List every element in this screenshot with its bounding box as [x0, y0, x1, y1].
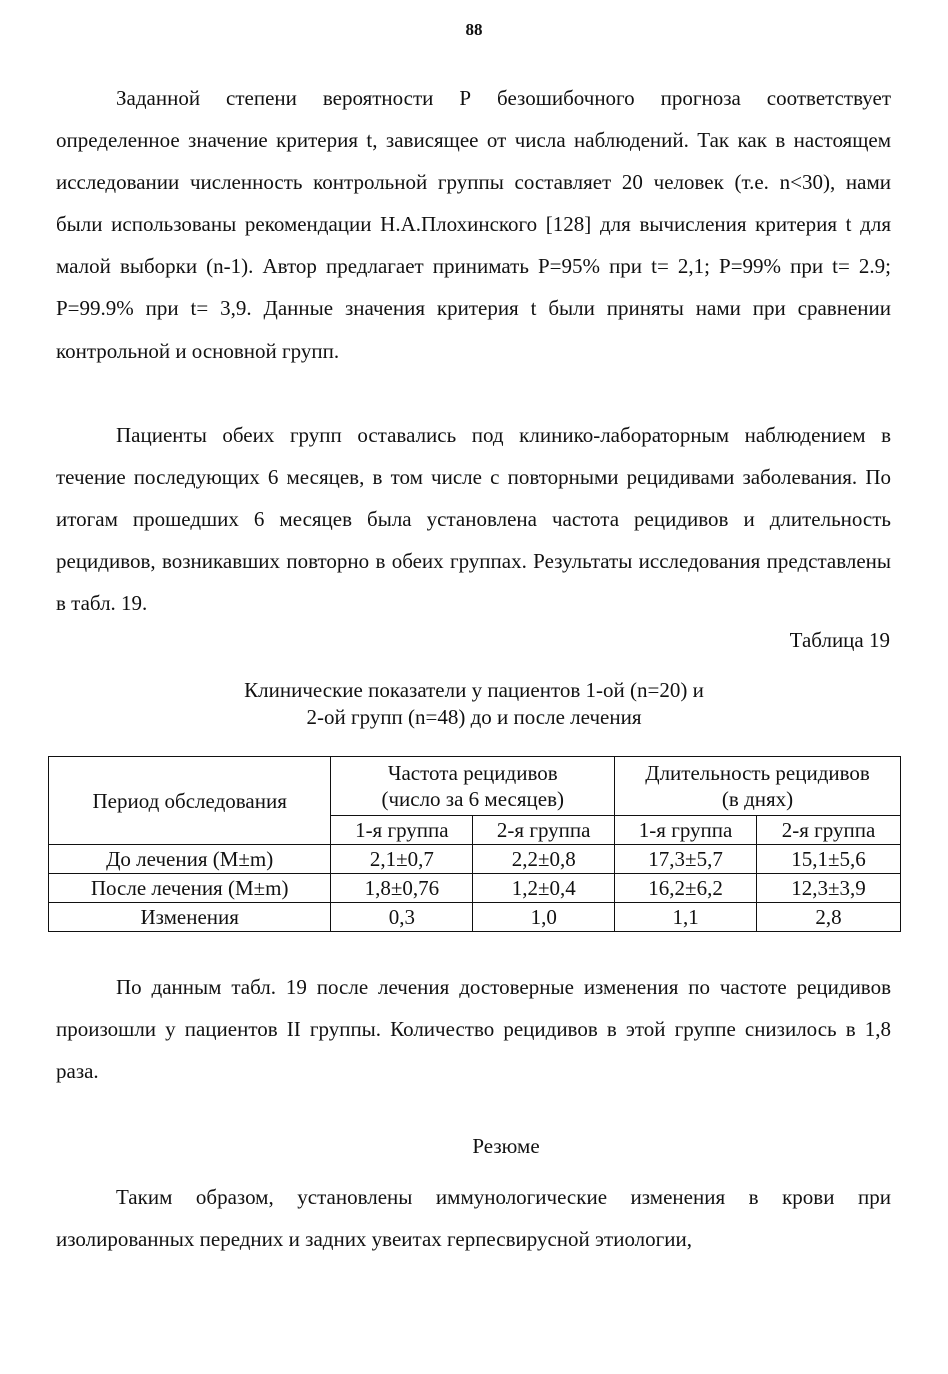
header-frequency-line-1: Частота рецидивов: [387, 761, 558, 785]
subheader-dur-group2: 2-я группа: [757, 816, 901, 845]
table-caption: [0, 677, 948, 731]
cell-dur-g1: 16,2±6,2: [615, 874, 757, 903]
table-row: [49, 874, 901, 903]
table-row: [49, 845, 901, 874]
header-frequency-line-2: (число за 6 месяцев): [381, 787, 564, 811]
table-row: [49, 903, 901, 932]
header-frequency: [331, 757, 615, 816]
row-label: До лечения (M±m): [49, 845, 331, 874]
subheader-freq-group1: 1-я группа: [331, 816, 473, 845]
cell-dur-g2: 12,3±3,9: [757, 874, 901, 903]
paragraph-observation: Пациенты обеих групп оставались под клинико-лабораторным наблюдением в течение последующих 6 месяцев, в том числе с повторными рецидивами заболевания. По итогам прошедших 6 месяцев была установлена частота рецидивов и длительность рецидивов, возникавших повторно в обеих группах. Результаты исследования представлены в табл. 19.: [56, 423, 891, 616]
table-header-row: [49, 757, 901, 816]
subheader-dur-group1: 1-я группа: [615, 816, 757, 845]
cell-freq-g2: 2,2±0,8: [473, 845, 615, 874]
row-label: Изменения: [49, 903, 331, 932]
paragraph-results: По данным табл. 19 после лечения достоверные изменения по частоте рецидивов произошли у пациентов II группы. Количество рецидивов в этой группе снизилось в 1,8 раза.: [56, 975, 891, 1084]
cell-dur-g2: 15,1±5,6: [757, 845, 901, 874]
header-duration-line-2: (в днях): [721, 787, 794, 811]
clinical-indicators-table: [48, 756, 901, 932]
cell-freq-g2: 1,2±0,4: [473, 874, 615, 903]
section-heading-resume: Резюме: [472, 1134, 540, 1158]
cell-freq-g1: 1,8±0,76: [331, 874, 473, 903]
paragraph-summary: Таким образом, установлены иммунологические изменения в крови при изолированных передних и задних увеитах герпесвирусной этиологии,: [56, 1185, 891, 1252]
paragraph-method: Заданной степени вероятности Р безошибочного прогноза соответствует определенное значение критерия t, зависящее от числа наблюдений. Так как в настоящем исследовании численность контрольной группы составляет 20 человек (т.е. n<30), нами были использованы рекомендации Н.А.Плохинского [128] для вычисления критерия t для малой выборки (n-1). Автор предлагает принимать Р=95% при t= 2,1; Р=99% при t= 2.9; Р=99.9% при t= 3,9. Данные значения критерия t были приняты нами при сравнении контрольной и основной групп.: [56, 86, 891, 363]
header-duration: [615, 757, 901, 816]
cell-dur-g2: 2,8: [757, 903, 901, 932]
table-caption-line-2: 2-ой групп (n=48) до и после лечения: [306, 705, 642, 729]
cell-dur-g1: 1,1: [615, 903, 757, 932]
header-duration-line-1: Длительность рецидивов: [645, 761, 870, 785]
table-caption-line-1: Клинические показатели у пациентов 1-ой (n=20) и: [244, 678, 704, 702]
table-number-label: Таблица 19: [789, 628, 890, 652]
cell-freq-g2: 1,0: [473, 903, 615, 932]
page-number: 88: [465, 20, 483, 39]
cell-freq-g1: 0,3: [331, 903, 473, 932]
row-label: После лечения (M±m): [49, 874, 331, 903]
cell-freq-g1: 2,1±0,7: [331, 845, 473, 874]
header-period: Период обследования: [49, 757, 331, 845]
cell-dur-g1: 17,3±5,7: [615, 845, 757, 874]
subheader-freq-group2: 2-я группа: [473, 816, 615, 845]
